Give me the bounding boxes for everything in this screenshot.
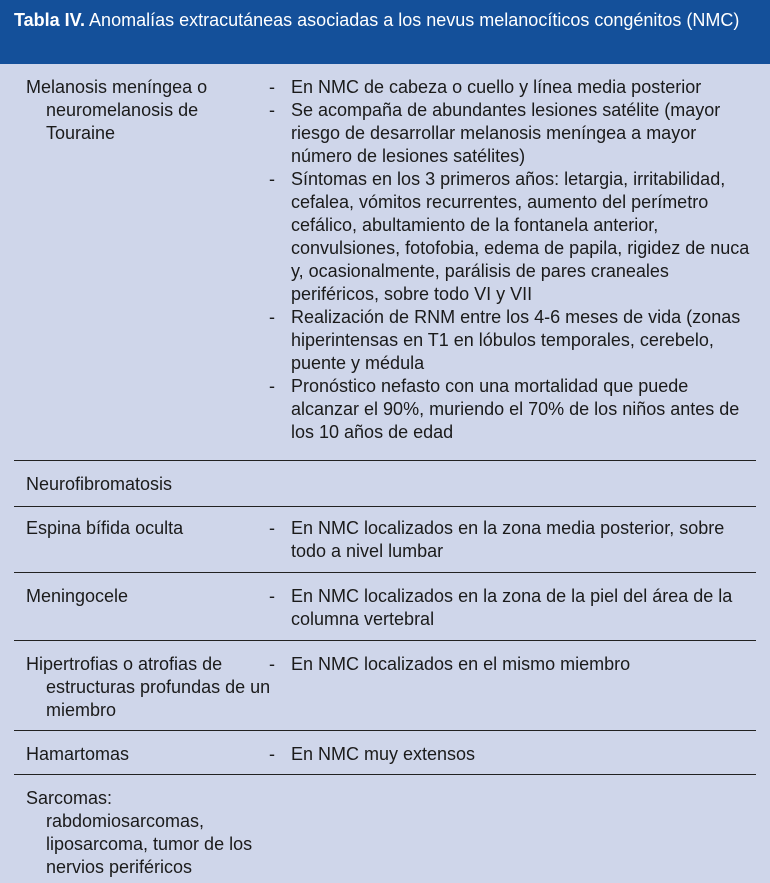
notes-cell [269,787,756,882]
note-text: En NMC localizados en el mismo miembro [291,654,631,674]
condition-text: Meningocele [26,586,129,606]
note-bullet: - [269,376,275,396]
note-item [269,99,756,168]
note-item [269,76,756,99]
table-row [14,572,756,640]
note-text: Realización de RNM entre los 4-6 meses de vida (zonas hiperintensas en T1 en lóbulos temporales, cerebelo, puente y médula [291,307,741,373]
note-text: En NMC localizados en la zona media posterior, sobre todo a nivel lumbar [291,518,725,561]
note-bullet: - [269,586,275,606]
condition-cell [14,517,269,572]
note-item [269,743,756,766]
table-title-text: Anomalías extracutáneas asociadas a los nevus melanocíticos congénitos (NMC) [85,10,740,30]
notes-cell [269,473,756,506]
notes-cell [269,517,756,572]
table-row [14,506,756,572]
note-item [269,653,756,676]
table-title-label: Tabla IV. [14,10,86,30]
note-item [269,375,756,444]
note-text: En NMC muy extensos [291,744,476,764]
table-row [14,640,756,730]
condition-cell [14,743,269,774]
table-row [14,460,756,506]
note-bullet: - [269,169,275,189]
note-bullet: - [269,654,275,674]
condition-cell [14,76,269,460]
note-text: En NMC localizados en la zona de la piel del área de la columna vertebral [291,586,733,629]
note-text: Se acompaña de abundantes lesiones satélite (mayor riesgo de desarrollar melanosis meníngea a mayor número de lesiones satélites) [291,100,721,166]
condition-text: Sarcomas: rabdomiosarcomas, liposarcoma, tumor de los nervios periféricos [26,788,253,877]
condition-cell [14,473,269,506]
condition-text: Hamartomas [26,744,130,764]
note-bullet: - [269,307,275,327]
condition-text: Hipertrofias o atrofias de estructuras profundas de un miembro [26,654,271,720]
condition-text: Melanosis meníngea o neuromelanosis de Touraine [26,77,208,143]
condition-cell [14,787,269,882]
table-row [14,774,756,882]
notes-cell [269,76,756,460]
note-text: Pronóstico nefasto con una mortalidad que puede alcanzar el 90%, muriendo el 70% de los niños antes de los 10 años de edad [291,376,740,442]
notes-cell [269,743,756,774]
note-text: Síntomas en los 3 primeros años: letargia, irritabilidad, cefalea, vómitos recurrentes, aumento del perímetro cefálico, abultamiento de la fontanela anterior, convulsiones, fotofobia, edema de papila, rigidez de nuca y, ocasionalmente, parálisis de pares craneales periféricos, sobre todo VI y VII [291,169,750,304]
condition-cell [14,585,269,640]
note-bullet: - [269,77,275,97]
condition-cell [14,653,269,730]
table-title [0,0,770,64]
table-body [14,64,756,882]
note-text: En NMC de cabeza o cuello y línea media posterior [291,77,702,97]
table-row [14,730,756,774]
note-item [269,585,756,631]
condition-text: Espina bífida oculta [26,518,184,538]
table-row [14,64,756,460]
note-bullet: - [269,518,275,538]
notes-cell [269,585,756,640]
note-item [269,306,756,375]
notes-cell [269,653,756,730]
note-bullet: - [269,744,275,764]
condition-text: Neurofibromatosis [26,474,173,494]
note-item [269,517,756,563]
note-item [269,168,756,306]
note-bullet: - [269,100,275,120]
